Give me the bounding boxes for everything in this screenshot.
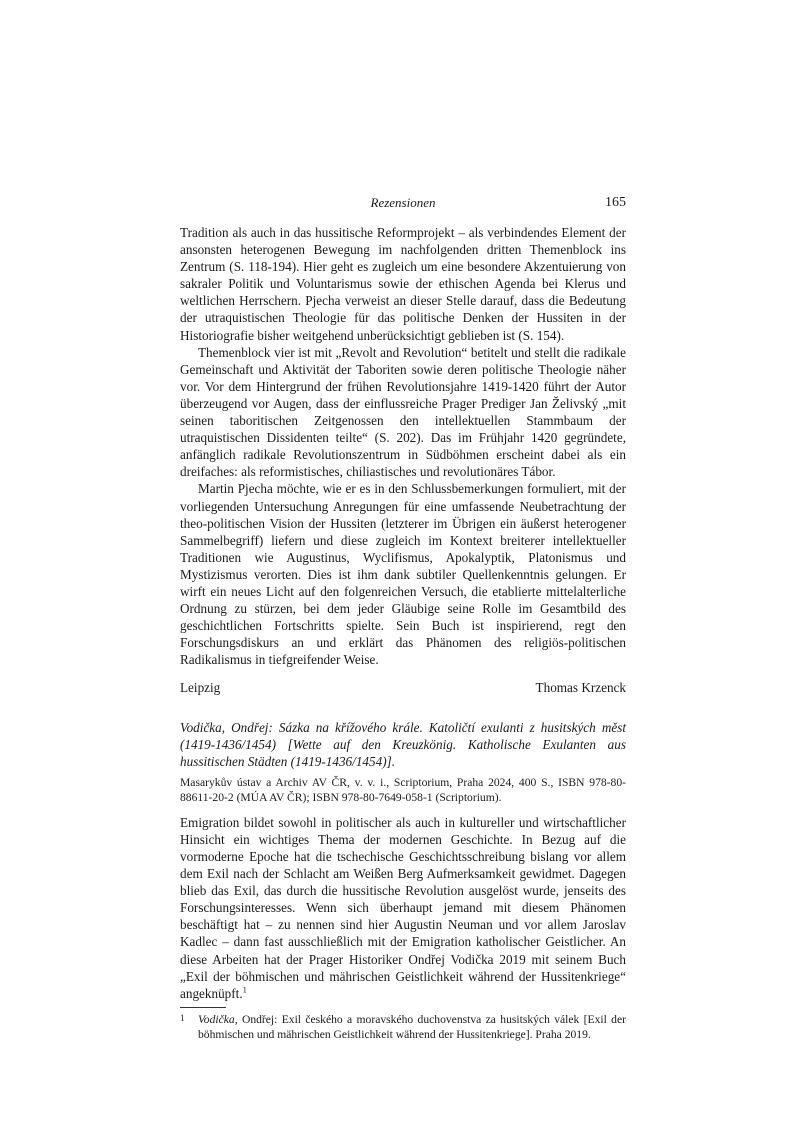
paragraph-2: Themenblock vier ist mit „Revolt and Revolution“ betitelt und stellt die radikale Gemeinschaft und Aktivität der Taboriten sowie deren politische Theologie näher vor. Vor dem Hintergrund der frühen Revolutionsjahre 1419-1420 führt der Autor überzeugend vor Augen, dass der einflussreiche Prager Prediger Jan Želivský „mit seinen taboritischen Zeitgenossen den intellektuellen Stammbaum der utraquistischen Dissidenten teilte“ (S. 202). Das im Frühjahr 1420 gegründete, anfänglich radikale Revolutionszentrum in Südböhmen erscheint dabei als ein dreifaches: als reformistisches, chiliastisches und revolutionäres Tábor. <box>180 344 626 480</box>
publication-info: Masarykův ústav a Archiv AV ČR, v. v. i., Scriptorium, Praha 2024, 400 S., ISBN 978-80-88611-20-2 (MÚA AV ČR); ISBN 978-80-7649-058-1 (Scriptorium). <box>180 775 626 804</box>
page-header <box>180 195 626 215</box>
review-body-text: Emigration bildet sowohl in politischer als auch in kultureller und wirtschaftlicher Hinsicht ein wichtiges Thema der modernen Geschichte. In Bezug auf die vormoderne Epoche hat die tschechische Geschichtsschreibung bislang vor allem dem Exil nach der Schlacht am Weißen Berg Aufmerksamkeit gewidmet. Dagegen blieb das Exil, das durch die hussitische Revolution ausgelöst wurde, jenseits des Forschungsinteresses. Wenn sich überhaupt jemand mit diesem Phänomen beschäftigt hat – zu nennen sind hier Augustin Neuman und vor allem Jaroslav Kadlec – dann fast ausschließlich mit der Emigration katholischer Geistlicher. An diese Arbeiten hat der Prager Historiker Ondřej Vodička 2019 mit seinem Buch „Exil der böhmischen und mährischen Geistlichkeit während der Hussitenkriege“ angeknüpft. <box>180 814 626 1001</box>
signature-author: Thomas Krzenck <box>535 680 626 696</box>
footnote-text <box>198 1012 626 1042</box>
page-number: 165 <box>605 195 626 210</box>
footnote <box>180 1012 626 1042</box>
footnote-separator <box>180 1007 226 1008</box>
paragraph-3: Martin Pjecha möchte, wie er es in den Schlussbemerkungen formuliert, mit der vorliegenden Untersuchung Anregungen für eine umfassende Neubetrachtung der theo-politischen Vision der Hussiten (letzterer im Übrigen ein äußerst heterogener Sammelbegriff) liefern und diese zugleich im Kontext breiterer intellektueller Traditionen wie Augustinus, Wyclifismus, Apokalyptik, Platonismus und Mystizismus verorten. Dies ist ihm dank subtiler Quellenkenntnis gelungen. Er wirft ein neues Licht auf den folgenreichen Versuch, die etablierte mittelalterliche Ordnung zu stürzen, bei dem jeder Gläubige seine Rolle im Gesamtbild des geschichtlichen Fortschritts spielte. Sein Buch ist inspirierend, regt den Forschungsdiskurs an und erklärt das Phänomen des religiös-politischen Radikalismus in tiefgreifender Weise. <box>180 481 626 668</box>
review-paragraph <box>180 814 626 1002</box>
review-title: Vodička, Ondřej: Sázka na křížového krále. Katoličtí exulanti z husitských měst (1419-1436/1454) [Wette auf den Kreuzkönig. Katholische Exulanten aus hussitischen Städten (1419-1436/1454)]. <box>180 719 626 769</box>
footnote-citation: Ondřej: Exil českého a moravského duchovenstva za husitských válek [Exil der böhmischen und mährischen Geistlichkeit während der Hussitenkriege]. Praha 2019. <box>198 1012 626 1041</box>
page-body <box>180 224 626 1042</box>
signature-place: Leipzig <box>180 680 221 696</box>
review-signature <box>180 679 626 696</box>
footnote-author: Vodička, <box>198 1012 238 1026</box>
running-title: Rezensionen <box>370 195 436 210</box>
footnote-reference[interactable]: 1 <box>242 984 247 995</box>
paragraph-1: Tradition als auch in das hussitische Reformprojekt – als verbindendes Element der ansonsten heterogenen Bewegung im nachfolgenden dritten Themenblock ins Zentrum (S. 118-194). Hier geht es zugleich um eine besondere Akzentuierung von sakraler Politik und Voluntarismus sowie der ethischen Agenda bei Klerus und weltlichen Herrschern. Pjecha verweist an dieser Stelle darauf, dass die Bedeutung der utraquistischen Theologie für das politische Denken der Hussiten in der Historiografie bisher weitgehend unberücksichtigt geblieben ist (S. 154). <box>180 225 626 343</box>
footnote-number: 1 <box>180 1012 185 1023</box>
